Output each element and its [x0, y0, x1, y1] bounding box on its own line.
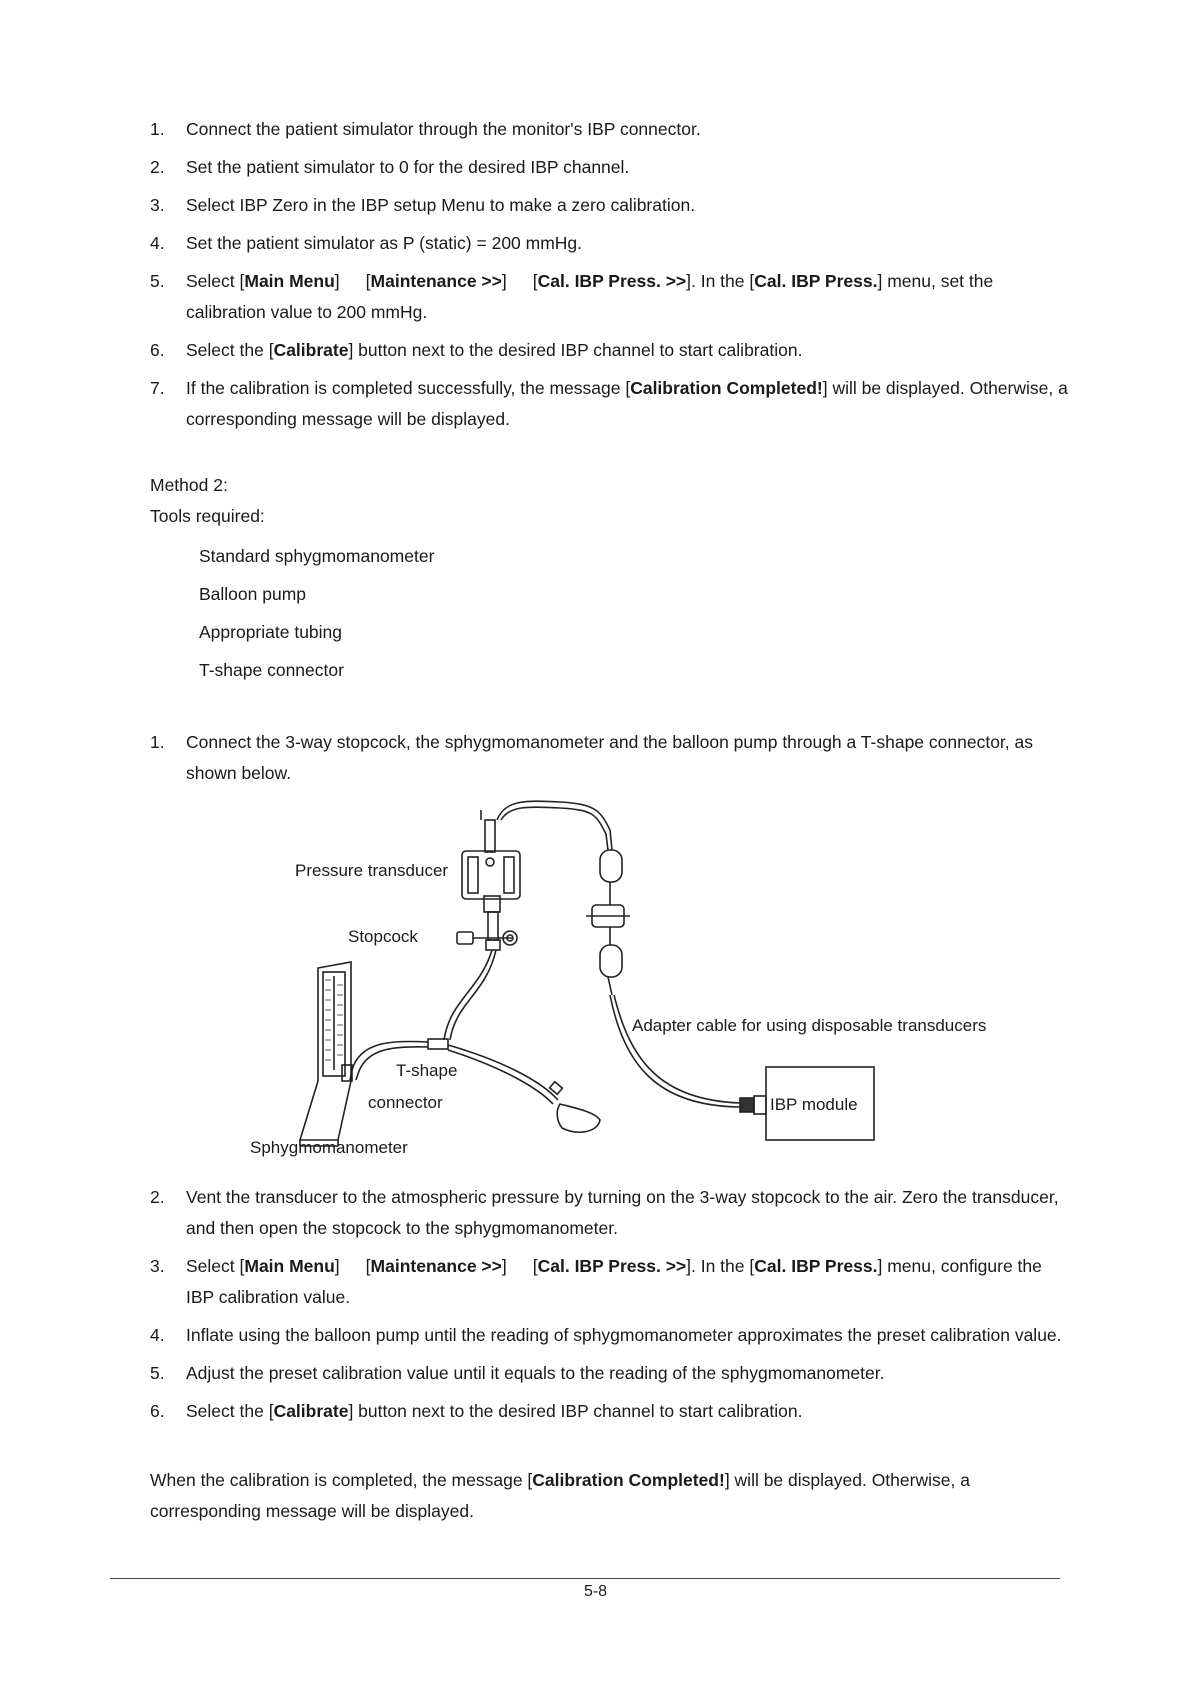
stopcock-icon	[457, 931, 517, 950]
method2-steps-b	[150, 1182, 1070, 1434]
footer-divider	[110, 1578, 1060, 1579]
list-item: Appropriate tubing	[199, 622, 343, 642]
pressure-transducer-icon	[462, 810, 520, 940]
list-item: 1. Connect the patient simulator through the monitor's IBP connector.	[150, 119, 701, 139]
list-item: 7. If the calibration is completed successfully, the message [Calibration Completed!] will be displayed. Otherwise, a corresponding message will be displayed.	[150, 378, 1068, 429]
adapter-cable-icon	[586, 850, 630, 995]
method2-title: Method 2:	[150, 475, 228, 495]
method1-steps	[150, 114, 1070, 442]
label-connector: connector	[368, 1093, 443, 1112]
balloon-pump-icon	[550, 1082, 600, 1132]
tools-label: Tools required:	[150, 506, 265, 526]
list-item: 6. Select the [Calibrate] button next to the desired IBP channel to start calibration.	[150, 1401, 803, 1421]
list-item: 4. Inflate using the balloon pump until the reading of sphygmomanometer approximates the preset calibration value.	[150, 1325, 1062, 1345]
method2-steps-a	[150, 727, 1070, 796]
page-number: 5-8	[583, 1583, 608, 1600]
list-item: 2. Set the patient simulator to 0 for the desired IBP channel.	[150, 157, 630, 177]
ibp-module-icon	[766, 1067, 874, 1140]
list-item: 4. Set the patient simulator as P (static) = 200 mmHg.	[150, 233, 583, 253]
label-t-shape: T-shape	[396, 1061, 458, 1080]
list-item: 2. Vent the transducer to the atmospheric pressure by turning on the 3-way stopcock to the air. Zero the transducer, and then open the stopcock to the sphygmomanometer.	[150, 1187, 1059, 1238]
list-item: 5. Select [Main Menu] [Maintenance >>] [Cal. IBP Press. >>]. In the [Cal. IBP Press.] menu, set the calibration value to 200 mmHg.	[150, 271, 994, 322]
list-item: 3. Select [Main Menu] [Maintenance >>] [Cal. IBP Press. >>]. In the [Cal. IBP Press.] menu, configure the IBP calibration value.	[150, 1256, 1042, 1307]
label-pressure-transducer: Pressure transducer	[295, 861, 449, 880]
list-item: T-shape connector	[199, 660, 344, 680]
sphygmomanometer-icon	[300, 962, 352, 1146]
label-ibp-module: IBP module	[770, 1095, 858, 1114]
list-item: 6. Select the [Calibrate] button next to the desired IBP channel to start calibration.	[150, 340, 803, 360]
label-stopcock: Stopcock	[348, 927, 418, 946]
label-adapter-cable: Adapter cable for using disposable transducers	[632, 1016, 987, 1035]
closing-paragraph: When the calibration is completed, the message [Calibration Completed!] will be displayed. Otherwise, a corresponding message will be displayed.	[150, 1470, 970, 1521]
list-item: 1. Connect the 3-way stopcock, the sphygmomanometer and the balloon pump through a T-shape connector, as shown below.	[150, 732, 1033, 783]
t-shape-connector-icon	[428, 1039, 448, 1049]
tools-list	[199, 541, 434, 693]
list-item: 5. Adjust the preset calibration value until it equals to the reading of the sphygmomanometer.	[150, 1363, 885, 1383]
list-item: Standard sphygmomanometer	[199, 546, 435, 566]
list-item: 3. Select IBP Zero in the IBP setup Menu to make a zero calibration.	[150, 195, 696, 215]
label-sphygmomanometer: Sphygmomanometer	[250, 1138, 408, 1157]
list-item: Balloon pump	[199, 584, 307, 604]
